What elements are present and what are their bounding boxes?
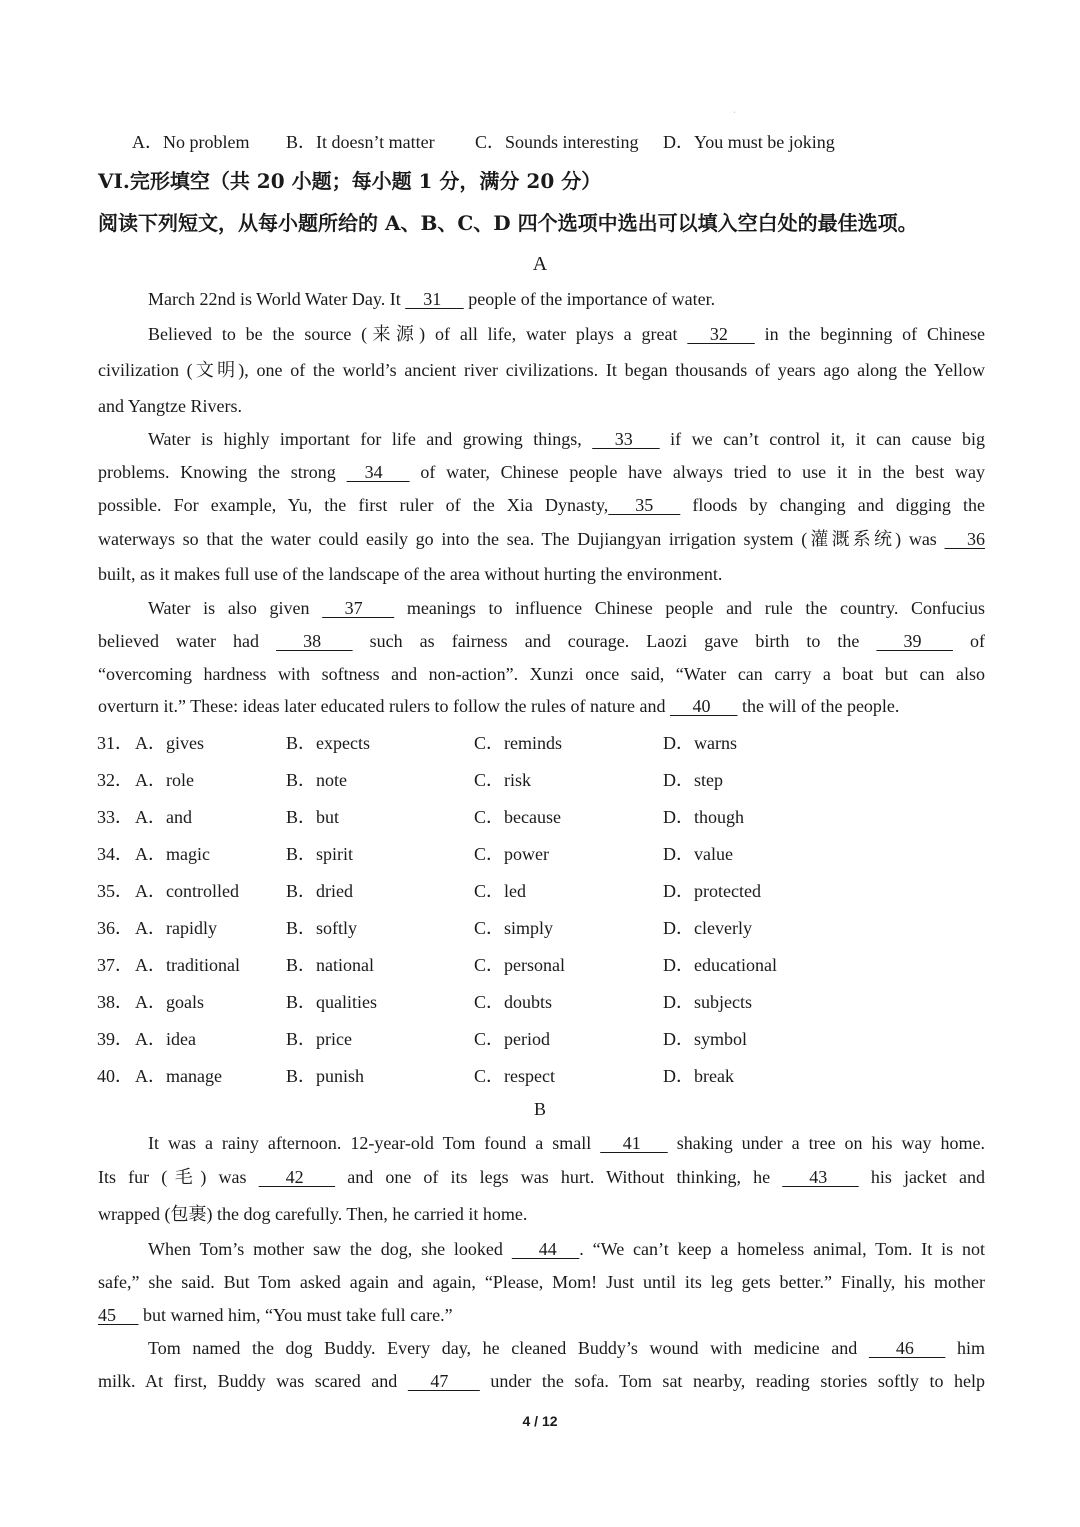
- blank-34: 34: [346, 462, 410, 482]
- passage-a-line: March 22nd is World Water Day. It 31 people of the importance of water.: [148, 289, 716, 309]
- passage-b-line: It was a rainy afternoon. 12-year-old Tom found a small 41 shaking under a tree on his way home.: [148, 1133, 985, 1153]
- question-39: 39． A．idea B．price C．period D．symbol: [97, 1029, 748, 1049]
- question-31: 31． A．gives B．expects C．reminds D．warns: [97, 733, 737, 753]
- question-38: 38． A．goals B．qualities C．doubts D．subjects: [97, 992, 752, 1012]
- passage-a-line: civilization (文明), one of the world’s ancient river civilizations. It began thousands of years ago along the Yellow: [98, 360, 985, 380]
- question-37: 37． A．traditional B．national C．personal D．educational: [97, 955, 777, 975]
- question-35: 35． A．controlled B．dried C．led D．protected: [97, 881, 761, 901]
- blank-38: 38: [276, 631, 353, 651]
- option-a: A．No problem: [132, 132, 250, 152]
- question-36: 36． A．rapidly B．softly C．simply D．cleverly: [97, 918, 752, 938]
- option-b: B．It doesn’t matter: [286, 132, 435, 152]
- passage-a-line: Believed to be the source (来源) of all life, water plays a great 32 in the beginning of Chinese: [148, 324, 985, 344]
- passage-b-line: safe,” she said. But Tom asked again and again, “Please, Mom! Just until its leg gets better.” Finally, his mother: [98, 1272, 985, 1292]
- passage-a-line: problems. Knowing the strong 34 of water, Chinese people have always tried to use it in the best way: [98, 462, 986, 482]
- blank-35: 35: [608, 495, 681, 515]
- question-33: 33． A．and B．but C．because D．though: [97, 807, 744, 827]
- option-d: D．You must be joking: [663, 132, 835, 152]
- blank-40: 40: [669, 696, 738, 716]
- question-34: 34． A．magic B．spirit C．power D．value: [97, 844, 733, 864]
- scan-mark: ˎ: [733, 104, 736, 113]
- passage-a-line: possible. For example, Yu, the first ruler of the Xia Dynasty, 35 floods by changing and digging the: [98, 495, 985, 515]
- section-instruction: 阅读下列短文，从每小题所给的 A、B、C、D 四个选项中选出可以填入空白处的最佳选项。: [98, 211, 918, 235]
- blank-45: 45: [98, 1305, 139, 1325]
- passage-b-line: When Tom’s mother saw the dog, she looked 44 . “We can’t keep a homeless animal, Tom. It is not: [148, 1239, 985, 1259]
- blank-37: 37: [322, 598, 395, 618]
- blank-33: 33: [592, 429, 660, 449]
- blank-39: 39: [876, 631, 953, 651]
- section-heading: VI.完形填空（共 20 小题；每小题 1 分，满分 20 分）: [98, 169, 602, 193]
- blank-42: 42: [258, 1167, 336, 1187]
- blank-31: 31: [405, 289, 464, 309]
- blank-44: 44: [511, 1239, 580, 1259]
- passage-a-line: overturn it.” These: ideas later educated rulers to follow the rules of nature and 40 the will of the people.: [98, 696, 900, 716]
- question-32: 32． A．role B．note C．risk D．step: [97, 770, 723, 790]
- passage-a-line: built, as it makes full use of the landscape of the area without hurting the environment.: [98, 564, 723, 584]
- passage-b-line: 45 but warned him, “You must take full care.”: [98, 1305, 453, 1325]
- passage-b-line: Its fur (毛) was 42 and one of its legs was hurt. Without thinking, he 43 his jacket and: [98, 1167, 986, 1187]
- passage-a-line: and Yangtze Rivers.: [98, 396, 242, 416]
- passage-b-line: Tom named the dog Buddy. Every day, he cleaned Buddy’s wound with medicine and 46 him: [148, 1338, 985, 1358]
- question-40: 40． A．manage B．punish C．respect D．break: [97, 1066, 734, 1086]
- passage-a-line: Water is highly important for life and growing things, 33 if we can’t control it, it can cause big: [148, 429, 985, 449]
- passage-b-line: milk. At first, Buddy was scared and 47 under the sofa. Tom sat nearby, reading stories softly to help: [98, 1371, 985, 1391]
- blank-43: 43: [782, 1167, 859, 1187]
- option-c: C．Sounds interesting: [475, 132, 639, 152]
- blank-47: 47: [407, 1371, 480, 1391]
- blank-32: 32: [687, 324, 755, 344]
- page-number: 4 / 12: [522, 1413, 558, 1429]
- passage-b-line: wrapped (包裹) the dog carefully. Then, he carried it home.: [98, 1204, 528, 1224]
- passage-b-title: B: [533, 1099, 546, 1119]
- passage-a-line: “overcoming hardness with softness and non-action”. Xunzi once said, “Water can carry a boat but can also: [98, 664, 985, 684]
- passage-a-title: A: [532, 253, 548, 275]
- passage-a-line: Water is also given 37 meanings to influence Chinese people and rule the country. Confucius: [148, 598, 985, 618]
- passage-a-line: believed water had 38 such as fairness and courage. Laozi gave birth to the 39 of: [98, 631, 985, 651]
- blank-46: 46: [868, 1338, 946, 1358]
- blank-36: 36: [944, 529, 985, 549]
- passage-a-line: waterways so that the water could easily go into the sea. The Dujiangyan irrigation system (灌溉系统) was 36: [98, 529, 985, 549]
- blank-41: 41: [600, 1133, 668, 1153]
